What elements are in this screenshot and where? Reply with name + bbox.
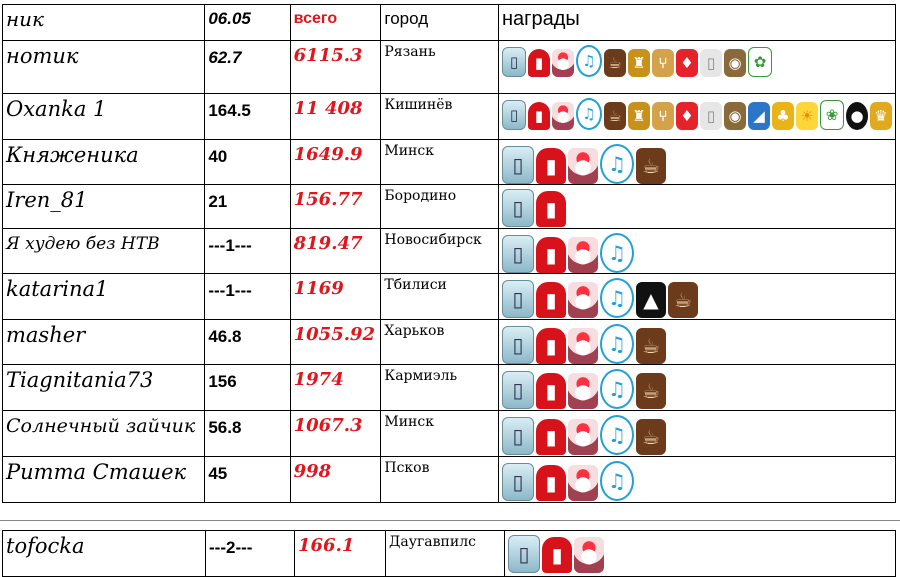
music-headphones-icon: ♫ (600, 415, 634, 455)
score-cell: ---2--- (209, 538, 253, 557)
boots-icon: ▮ (536, 237, 566, 273)
coffee-cake-icon: ☕ (604, 49, 626, 77)
cupcake-icon: ● (568, 282, 598, 318)
awards-cell (502, 140, 892, 184)
tooth-icon: ▯ (700, 102, 722, 130)
score-cell: ---1--- (208, 236, 252, 255)
score-cell: ---1--- (208, 281, 252, 300)
nick-cell: masher (6, 323, 86, 347)
total-cell: 156.77 (293, 189, 363, 210)
boots-icon: ▮ (536, 191, 566, 227)
nick-cell: Tiagnitania73 (6, 368, 154, 392)
table-row (3, 94, 896, 140)
total-cell: 166.1 (298, 535, 355, 556)
total-cell: 6115.3 (293, 45, 363, 66)
city-cell: Новосибирск (384, 232, 482, 248)
header-total: всего (293, 10, 338, 27)
city-cell: Минск (384, 143, 434, 159)
glass-icon: ▯ (502, 146, 534, 184)
leaderboard-table (2, 4, 896, 503)
awards-cell (502, 41, 892, 77)
city-cell: Минск (384, 414, 434, 430)
header-nick: ник (6, 7, 44, 31)
awards-cell (502, 274, 892, 318)
city-cell: Псков (384, 460, 430, 476)
music-headphones-icon: ♫ (600, 461, 634, 501)
coffee-cake-icon: ☕ (636, 328, 666, 364)
kiwi-icon: ◉ (724, 102, 746, 130)
samovar-icon: ♜ (628, 49, 650, 77)
glass-icon: ▯ (502, 371, 534, 409)
city-cell: Бородино (384, 188, 457, 204)
dolphin-icon: ◢ (748, 102, 770, 130)
glass-icon: ▯ (502, 417, 534, 455)
sun-icon: ☀ (796, 102, 818, 130)
cupcake-icon: ● (574, 537, 604, 573)
boots-icon: ▮ (542, 537, 572, 573)
rocking-chair-icon: ⑂ (652, 49, 674, 77)
coffee-cake-icon: ☕ (636, 373, 666, 409)
score-cell: 56.8 (208, 418, 242, 437)
total-cell: 1067.3 (293, 415, 363, 436)
total-cell: 819.47 (293, 233, 363, 254)
music-headphones-icon: ♫ (600, 144, 634, 184)
music-headphones-icon: ♫ (600, 369, 634, 409)
bouquet-icon: ❀ (820, 100, 844, 130)
table-row (3, 41, 896, 94)
nick-cell: Княженика (6, 143, 139, 167)
awards-cell (502, 411, 892, 455)
boots-icon: ▮ (528, 49, 550, 77)
bowling-ball-icon: ● (846, 102, 868, 130)
rocking-chair-icon: ⑂ (652, 102, 674, 130)
city-cell: Рязань (384, 44, 436, 60)
coffee-cake-icon: ☕ (636, 419, 666, 455)
awards-cell (502, 320, 892, 364)
tooth-icon: ▯ (700, 49, 722, 77)
music-headphones-icon: ♫ (576, 98, 602, 130)
city-cell: Даугавпилс (389, 534, 476, 550)
kiwi-icon: ◉ (724, 49, 746, 77)
coffee-cake-icon: ☕ (668, 282, 698, 318)
gift-bag-icon: ♦ (676, 102, 698, 130)
table-row (3, 274, 896, 320)
glass-icon: ▯ (502, 280, 534, 318)
total-cell: 1974 (293, 369, 344, 390)
total-cell: 11 408 (293, 98, 363, 119)
glass-icon: ▯ (502, 326, 534, 364)
nick-cell: Ритта Сташек (6, 460, 187, 484)
boots-icon: ▮ (536, 148, 566, 184)
table-row (3, 531, 896, 577)
score-cell: 21 (208, 192, 228, 211)
header-row (3, 5, 896, 41)
total-cell: 998 (293, 461, 332, 482)
nick-cell: Я худею без НТВ (6, 234, 160, 254)
score-cell: 40 (208, 147, 228, 166)
awards-cell (502, 457, 892, 501)
awards-cell (502, 229, 892, 273)
city-cell: Тбилиси (384, 277, 447, 293)
header-awards: награды (502, 8, 580, 30)
cupcake-icon: ● (568, 328, 598, 364)
total-cell: 1055.92 (293, 324, 376, 345)
glass-icon: ▯ (502, 189, 534, 227)
table-row (3, 411, 896, 457)
total-cell: 1169 (293, 278, 344, 299)
total-cell: 1649.9 (293, 144, 363, 165)
nick-cell: katarina1 (6, 277, 109, 301)
awards-cell (502, 185, 892, 227)
music-headphones-icon: ♫ (576, 45, 602, 77)
city-cell: Харьков (384, 323, 445, 339)
pineapple-icon: ♣ (772, 102, 794, 130)
glass-icon: ▯ (502, 463, 534, 501)
music-headphones-icon: ♫ (600, 233, 634, 273)
trophy-cup-icon: ♛ (870, 102, 892, 130)
boots-icon: ▮ (536, 373, 566, 409)
cupcake-icon: ● (552, 102, 574, 130)
nick-cell: Oxanka 1 (6, 97, 107, 121)
cupcake-icon: ● (552, 49, 574, 77)
glass-icon: ▯ (508, 535, 540, 573)
nick-cell: Iren_81 (6, 188, 88, 212)
nick-cell: tofocka (6, 534, 85, 558)
city-cell: Кармиэль (384, 368, 458, 384)
table-row (3, 365, 896, 411)
awards-cell (508, 531, 892, 573)
table-row (3, 229, 896, 274)
cupcake-icon: ● (568, 465, 598, 501)
table-row (3, 320, 896, 365)
divider (0, 520, 900, 521)
glass-icon: ▯ (502, 100, 526, 130)
score-cell: 46.8 (208, 327, 242, 346)
score-cell: 156 (208, 372, 237, 391)
gift-bag-icon: ♦ (676, 49, 698, 77)
boots-icon: ▮ (528, 102, 550, 130)
extra-table (2, 530, 896, 577)
table-row (3, 185, 896, 229)
music-headphones-icon: ♫ (600, 324, 634, 364)
nick-cell: нотик (6, 44, 79, 68)
cupcake-icon: ● (568, 419, 598, 455)
header-city: город (384, 9, 429, 28)
table-row (3, 457, 896, 503)
cupcake-icon: ● (568, 373, 598, 409)
awards-cell (502, 94, 892, 130)
glass-icon: ▯ (502, 47, 526, 77)
coffee-cake-icon: ☕ (636, 148, 666, 184)
cupcake-icon: ● (568, 237, 598, 273)
boots-icon: ▮ (536, 328, 566, 364)
coffee-cake-icon: ☕ (604, 102, 626, 130)
music-headphones-icon: ♫ (600, 278, 634, 318)
awards-cell (502, 365, 892, 409)
city-cell: Кишинёв (384, 97, 453, 113)
graduation-cap-icon: ▲ (636, 282, 666, 318)
header-date: 06.05 (208, 9, 251, 28)
nick-cell: Солнечный зайчик (6, 415, 196, 437)
samovar-icon: ♜ (628, 102, 650, 130)
boots-icon: ▮ (536, 419, 566, 455)
boots-icon: ▮ (536, 465, 566, 501)
score-cell: 164.5 (208, 101, 251, 120)
score-cell: 62.7 (208, 48, 242, 67)
table-row (3, 140, 896, 185)
daisy-icon: ✿ (748, 47, 772, 77)
glass-icon: ▯ (502, 235, 534, 273)
score-cell: 45 (208, 464, 228, 483)
cupcake-icon: ● (568, 148, 598, 184)
boots-icon: ▮ (536, 282, 566, 318)
